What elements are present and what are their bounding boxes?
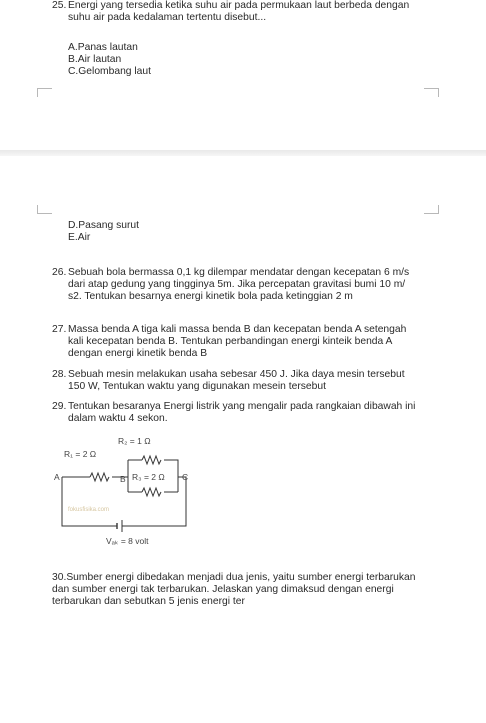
question-number: 28. <box>52 369 67 380</box>
resistor-r3 <box>142 488 161 496</box>
question-text-line: dengan energi kinetik benda B <box>68 348 208 359</box>
question-text-line: Massa benda A tiga kali massa benda B dan kecepatan benda A setengah <box>68 324 407 335</box>
question-text-line: s2. Tentukan besarnya energi kinetik bola pada ketinggian 2 m <box>68 291 353 302</box>
option-a: A.Panas lautan <box>68 42 138 53</box>
page-break <box>0 150 486 156</box>
options-lower <box>68 220 448 244</box>
wire <box>62 477 117 526</box>
question-text-line: Sebuah mesin melakukan usaha sebesar 450 J. Jika daya mesin tersebut <box>68 369 405 380</box>
question-number: 27. <box>52 324 67 335</box>
question-25 <box>52 0 432 24</box>
page-corner-mark <box>424 88 439 97</box>
label-r2: R₂ = 1 Ω <box>118 436 151 446</box>
resistor-r2 <box>142 456 161 464</box>
wire <box>122 477 186 526</box>
question-text-line: Tentukan besaranya Energi listrik yang mengalir pada rangkaian dibawah ini <box>68 401 416 412</box>
node-c: C <box>182 472 189 482</box>
question-26 <box>52 267 432 303</box>
question-text-line: terbarukan dan sebutkan 5 jenis energi ter <box>52 596 245 607</box>
option-e: E.Air <box>68 232 91 243</box>
label-source: Vₐₖ = 8 volt <box>106 536 149 546</box>
option-c: C.Gelombang laut <box>68 66 151 77</box>
question-text-line: 150 W, Tentukan waktu yang digunakan mesein tersebut <box>68 381 326 392</box>
label-r1: R₁ = 2 Ω <box>64 449 97 459</box>
question-text-line: Sebuah bola bermassa 0,1 kg dilempar mendatar dengan kecepatan 6 m/s <box>68 267 410 278</box>
page-corner-mark <box>424 205 439 214</box>
question-text-line: Energi yang tersedia ketika suhu air pada permukaan laut berbeda dengan <box>68 0 410 11</box>
question-number: 25. <box>52 0 67 11</box>
watermark: fokusfisika.com <box>68 507 110 513</box>
question-text-line: dan sumber energi tak terbarukan. Jelaskan yang dimaksud dengan energi <box>52 584 394 595</box>
label-r3: R₃ = 2 Ω <box>132 472 165 482</box>
question-29 <box>52 401 432 425</box>
question-text-line: 30.Sumber energi dibedakan menjadi dua jenis, yaitu sumber energi terbarukan <box>52 572 416 583</box>
question-text-line: suhu air pada kedalaman tertentu disebut... <box>68 12 267 23</box>
resistor-r1 <box>90 473 109 481</box>
question-text-line: dalam waktu 4 sekon. <box>68 413 168 424</box>
question-text-line: kali kecepatan benda B. Tentukan perbandingan energi kinteik benda A <box>68 336 393 347</box>
node-b: B <box>120 474 126 484</box>
question-number: 26. <box>52 267 67 278</box>
question-27 <box>52 324 432 360</box>
question-number: 29. <box>52 401 67 412</box>
question-28 <box>52 369 432 393</box>
page-corner-mark <box>37 88 52 97</box>
options-upper <box>68 42 448 78</box>
option-b: B.Air lautan <box>68 54 122 65</box>
wire <box>164 460 178 492</box>
question-30 <box>52 572 432 608</box>
option-d: D.Pasang surut <box>68 220 139 231</box>
question-text-line: dari atap gedung yang tingginya 5m. Jika percepatan gravitasi bumi 10 m/ <box>68 279 406 290</box>
page-corner-mark <box>37 205 52 214</box>
node-a: A <box>54 472 60 482</box>
circuit-diagram <box>50 430 200 554</box>
